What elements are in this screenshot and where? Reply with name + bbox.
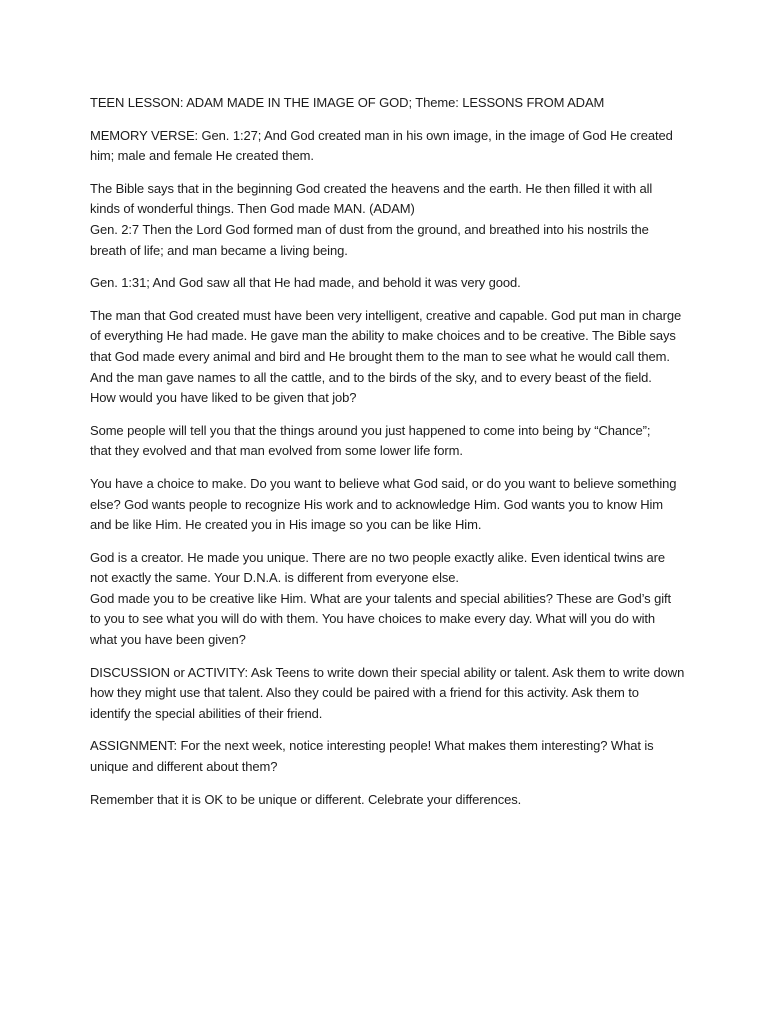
text-line: that they evolved and that man evolved from some lower life form. [90, 443, 463, 459]
text-line: him; male and female He created them. [90, 148, 314, 164]
text-line: that God made every animal and bird and He brought them to the man to see what he would call them. [90, 348, 670, 364]
text-line: of everything He had made. He gave man the ability to make choices and to be creative. The Bible says [90, 328, 676, 344]
choice-paragraph [90, 474, 690, 536]
text-line: The man that God created must have been very intelligent, creative and capable. God put man in charge [90, 307, 682, 323]
text-line: And the man gave names to all the cattle, and to the birds of the sky, and to every beast of the field. [90, 369, 652, 385]
assignment-paragraph [90, 736, 690, 777]
text-line: to you to see what you will do with them. You have choices to make every day. What will you do with [90, 611, 656, 627]
text-line: ASSIGNMENT: For the next week, notice interesting people! What makes them interesting? What is [90, 738, 654, 754]
text-line: identify the special abilities of their friend. [90, 705, 323, 721]
chance-paragraph [90, 421, 690, 462]
text-line: Gen. 2:7 Then the Lord God formed man of dust from the ground, and breathed into his nostrils the [90, 221, 649, 237]
text-line: what you have been given? [90, 632, 246, 648]
text-line: TEEN LESSON: ADAM MADE IN THE IMAGE OF GOD; Theme: LESSONS FROM ADAM [90, 95, 605, 110]
lesson-title [90, 93, 690, 114]
man-created-paragraph [90, 306, 690, 409]
text-line: unique and different about them? [90, 759, 278, 775]
text-line: God made you to be creative like Him. What are your talents and special abilities? These are God’s gift [90, 590, 672, 606]
text-line: and be like Him. He created you in His image so you can be like Him. [90, 517, 482, 533]
text-line: Gen. 1:31; And God saw all that He had made, and behold it was very good. [90, 275, 521, 291]
text-line: DISCUSSION or ACTIVITY: Ask Teens to write down their special ability or talent. Ask them to write down [90, 664, 685, 680]
text-line: else? God wants people to recognize His work and to acknowledge Him. God wants you to know Him [90, 496, 664, 512]
text-line: How would you have liked to be given that job? [90, 390, 357, 406]
text-line: MEMORY VERSE: Gen. 1:27; And God created man in his own image, in the image of God He created [90, 127, 673, 143]
beginning-paragraph [90, 179, 690, 261]
text-line: how they might use that talent. Also they could be paired with a friend for this activity. Ask them to [90, 685, 639, 701]
remember-paragraph [90, 790, 690, 811]
creator-paragraph [90, 548, 690, 651]
memory-verse-paragraph [90, 126, 690, 167]
text-line: Remember that it is OK to be unique or different. Celebrate your differences. [90, 791, 522, 807]
text-line: not exactly the same. Your D.N.A. is different from everyone else. [90, 570, 459, 586]
text-line: breath of life; and man became a living being. [90, 242, 348, 258]
text-line: Some people will tell you that the things around you just happened to come into being by “Chance”; [90, 422, 651, 438]
text-line: kinds of wonderful things. Then God made MAN. (ADAM) [90, 201, 415, 217]
gen-131-paragraph [90, 273, 690, 294]
text-line: You have a choice to make. Do you want to believe what God said, or do you want to believe something [90, 475, 677, 491]
text-line: God is a creator. He made you unique. There are no two people exactly alike. Even identical twins are [90, 549, 665, 565]
document-page [90, 93, 690, 822]
discussion-paragraph [90, 663, 690, 725]
text-line: The Bible says that in the beginning God created the heavens and the earth. He then filled it with all [90, 180, 653, 196]
